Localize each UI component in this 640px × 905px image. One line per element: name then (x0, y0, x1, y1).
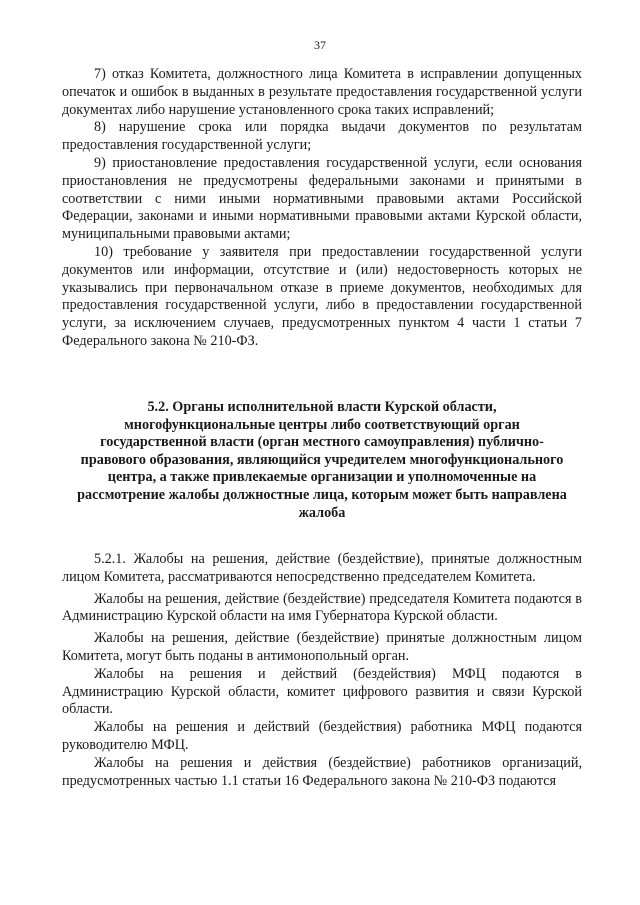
list-item-9: 9) приостановление предоставления государственной услуги, если основания приостановления не предусмотрены федеральными законами и принятыми в соответствии с ними иными нормативными правовыми актами Российской Федерации, законами и иными нормативными правовыми актами Курской области, муниципальными правовыми актами; (62, 154, 582, 243)
complaint-grounds-list (62, 66, 582, 351)
list-item-10: 10) требование у заявителя при предоставлении государственной услуги документов или информации, отсутствие и (или) недостоверность которых не указывались при первоначальном отказе в приеме документов, необходимых для предоставления государственной услуги, либо в предоставлении государственной услуги, за исключением случаев, предусмотренных пунктом 4 части 1 статьи 7 Федерального закона № 210-ФЗ. (62, 243, 582, 349)
list-item-7: 7) отказ Комитета, должностного лица Комитета в исправлении допущенных опечаток и ошибок в выданных в результате предоставления государственной услуги документах либо нарушение установленного срока таких исправлений; (62, 66, 582, 118)
section-heading-5-2: 5.2. Органы исполнительной власти Курской области, многофункциональные центры либо соответствующий орган государственной власти (орган местного самоуправления) публично-правового образования, являющийся учредителем многофункционального центра, а также привлекаемые организации и уполномоченные на рассмотрение жалобы должностные лица, которым может быть направлена жалоба (77, 399, 567, 521)
paragraph-antimonopoly: Жалобы на решения, действие (бездействие) принятые должностным лицом Комитета, могут быть поданы в антимонопольный орган. (62, 630, 582, 664)
list-item-8: 8) нарушение срока или порядка выдачи документов по результатам предоставления государственной услуги; (62, 119, 582, 154)
page-number: 37 (314, 38, 326, 52)
paragraph-mfc-employee-complaints: Жалобы на решения и действий (бездействия) работника МФЦ подаются руководителю МФЦ. (62, 719, 582, 753)
complaint-bodies-section (62, 551, 582, 790)
paragraph-chairman-complaints: Жалобы на решения, действие (бездействие) председателя Комитета подаются в Администрацию Курской области на имя Губернатора Курской области. (62, 590, 582, 625)
paragraph-mfc-complaints: Жалобы на решения и действий (бездействия) МФЦ подаются в Администрацию Курской области, комитет цифрового развития и связи Курской области. (62, 665, 582, 718)
paragraph-organizations-complaints: Жалобы на решения и действия (бездействие) работников организаций, предусмотренных частью 1.1 статьи 16 Федерального закона № 210-ФЗ подаются (62, 754, 582, 789)
paragraph-5-2-1: 5.2.1. Жалобы на решения, действие (бездействие), принятые должностным лицом Комитета, рассматриваются непосредственно председателем Комитета. (62, 551, 582, 585)
